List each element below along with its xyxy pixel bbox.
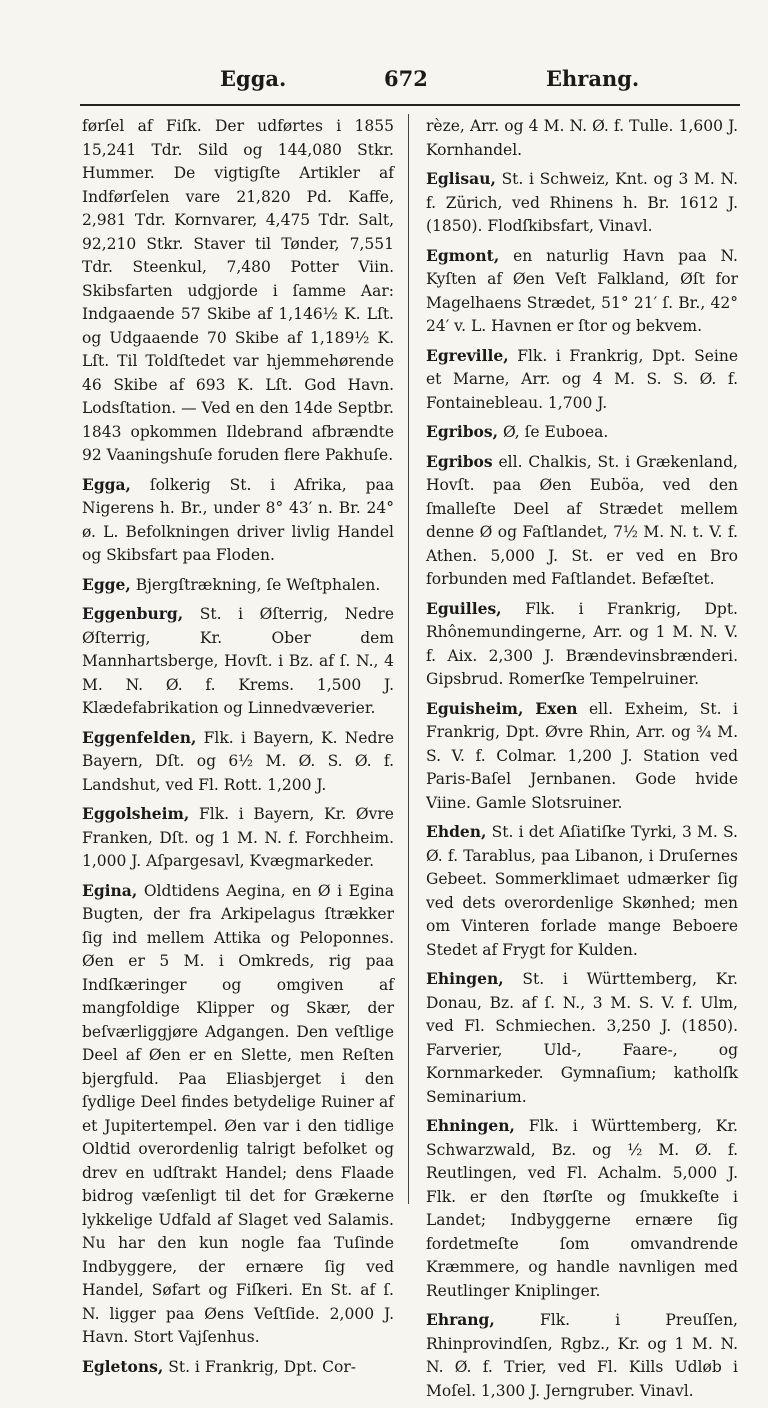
entry: Ehden, St. i det Aſiatiſke Tyrki, 3 M. S. Ø. f. Tarablus, paa Libanon, i Druſernes Gebeet. Sommerklimaet udmærker ſig ved dets overordenlige Skønhed; men om Vinteren forlade mange Beboere Stedet af Frygt for Kulden. bbox=[426, 822, 738, 959]
entry: Egina, Oldtidens Aegina, en Ø i Egina Bugten, der fra Arkipelagus ſtrækker ſig ind mellem Attika og Peloponnes. Øen er 5 M. i Omkreds, rig paa Indſkæringer og omgiven af mangfoldige Klipper og Skær, der beſværliggjøre Adgangen. Den veſtlige Deel af Øen er en Slette, men Reſten bjergfuld. Paa Eliasbjerget i den ſydlige Deel findes betydelige Ruiner af et Jupitertempel. Øen var i den tidlige Oldtid overordenlig talrigt befolket og drev en udſtrakt Handel; dens Flaade bidrog væſenligt til det for Grækerne lykkelige Udfald af Slaget ved Salamis. Nu har den kun nogle faa Tuſinde Indbyggere, der ernære ſig ved Handel, Søfart og Fiſkeri. En St. af ſ. N. ligger paa Øens Veſtſide. 2,000 J. Havn. Stort Vajſenhus. bbox=[82, 880, 394, 1346]
headword: Egina, bbox=[82, 880, 138, 900]
entry: Egribos ell. Chalkis, St. i Grækenland, Hovſt. paa Øen Euböa, ved den ſmalleſte Deel af Strædet mellem denne Ø og Faſtlandet, 7½ M. N. t. V. f. Athen. 5,000 J. St. er ved en Bro forbunden med Faſtlandet. Befæſtet. bbox=[426, 451, 738, 588]
entry: Egga, ſolkerig St. i Afrika, paa Nigerens h. Br., under 8° 43′ n. Br. 24° ø. L. Befolkningen driver livlig Handel og Skibsfart paa Floden. bbox=[82, 474, 394, 564]
headword: Ehrang, bbox=[426, 1310, 495, 1329]
entry: Eguilles, Flk. i Frankrig, Dpt. Rhônemundingerne, Arr. og 1 M. N. V. f. Aix. 2,300 J. Brændevinsbrænderi. Gipsbrud. Romerſke Tempelruiner. bbox=[426, 598, 738, 688]
entry: Eglisau, St. i Schweiz, Knt. og 3 M. N. f. Zürich, ved Rhinens h. Br. 1612 J. (1850). Flodſkibsfart, Vinavl. bbox=[426, 169, 738, 235]
headword: Egletons, bbox=[82, 1356, 164, 1376]
entry: Ehingen, St. i Württemberg, Kr. Donau, Bz. af ſ. N., 3 M. S. V. f. Ulm, ved Fl. Schmiechen. 3,250 J. (1850). Farverier, Uld-, Faare-, og Kornmarkeder. Gymnaſium; katholſk Seminarium. bbox=[426, 969, 738, 1106]
entry: Eggolsheim, Flk. i Bayern, Kr. Øvre Franken, Dſt. og 1 M. N. f. Forchheim. 1,000 J. Aſpargesavl, Kvægmarkeder. bbox=[82, 804, 394, 870]
entry: Ehrang, Flk. i Preuſſen, Rhinprovindſen, Rgbz., Kr. og 1 M. N. N. Ø. f. Trier, ved Fl. Kills Udløb i Moſel. 1,300 J. Jerngruber. Vinavl. bbox=[426, 1310, 738, 1400]
entry: Egge, Bjergſtrækning, ſe Weſtphalen. bbox=[82, 574, 381, 594]
left-column bbox=[82, 114, 394, 1384]
headword: Eggenburg, bbox=[82, 604, 184, 623]
entry: rèze, Arr. og 4 M. N. Ø. f. Tulle. 1,600 J. Kornhandel. bbox=[426, 117, 738, 159]
header-rule bbox=[80, 104, 740, 106]
entry: Egmont, en naturlig Havn paa N. Kyſten af Øen Veſt Falkland, Øſt for Magelhaens Strædet, 51° 21′ ſ. Br., 42° 24′ v. L. Havnen er ſtor og bekvem. bbox=[426, 245, 738, 335]
entry: Egletons, St. i Frankrig, Dpt. Cor- bbox=[82, 1356, 357, 1376]
headword: Eggenfelden, bbox=[82, 727, 197, 747]
headword: Eglisau, bbox=[426, 169, 496, 188]
entry: Egreville, Flk. i Frankrig, Dpt. Seine et Marne, Arr. og 4 M. S. S. Ø. f. Fontainebleau. 1,700 J. bbox=[426, 345, 738, 412]
page-number: 672 bbox=[384, 66, 428, 91]
headword: Egribos, bbox=[426, 422, 499, 441]
headword: Egribos bbox=[426, 451, 493, 471]
headword: Eguisheim, Exen bbox=[426, 698, 578, 718]
headword: Eggolsheim, bbox=[82, 804, 190, 823]
headword: Egreville, bbox=[426, 345, 509, 365]
header-right-guideword: Ehrang. bbox=[546, 66, 640, 91]
page-header bbox=[88, 66, 688, 102]
right-column bbox=[426, 114, 738, 1408]
headword: Ehningen, bbox=[426, 1116, 515, 1135]
entry: Eggenburg, St. i Øſterrig, Nedre Øſterrig, Kr. Ober dem Mannhartsberge, Hovſt. i Bz. af ſ. N., 4 M. N. Ø. f. Krems. 1,500 J. Klædefabrikation og Linnedvæverier. bbox=[82, 604, 394, 717]
headword: Egmont, bbox=[426, 245, 500, 265]
entry: Eguisheim, Exen ell. Exheim, St. i Frankrig, Dpt. Øvre Rhin, Arr. og ¾ M. S. V. f. Colmar. 1,200 J. Station ved Paris-Baſel Jernbanen. Gode hvide Viine. Gamle Slotsruiner. bbox=[426, 698, 738, 812]
headword: Egge, bbox=[82, 574, 131, 594]
entry: førſel af Fiſk. Der udførtes i 1855 15,241 Tdr. Sild og 144,080 Stkr. Hummer. De vigtigſte Artikler af Indførſelen vare 21,820 Pd. Kaffe, 2,981 Tdr. Kornvarer, 4,475 Tdr. Salt, 92,210 Stkr. Staver til Tønder, 7,551 Tdr. Steenkul, 7,480 Potter Viin. Skibsfarten udgjorde i ſamme Aar: Indgaaende 57 Skibe af 1,146½ K. Lſt. og Udgaaende 70 Skibe af 1,189½ K. Lſt. Til Toldſtedet var hjemmehørende 46 Skibe af 693 K. Lſt. God Havn. Lodsſtation. — Ved en den 14de Septbr. 1843 opkommen Ildebrand afbrændte 92 Vaaningshuſe foruden flere Pakhuſe. bbox=[82, 117, 394, 464]
headword: Ehden, bbox=[426, 822, 487, 841]
entry: Ehningen, Flk. i Württemberg, Kr. Schwarzwald, Bz. og ½ M. Ø. f. Reutlingen, ved Fl. Achalm. 5,000 J. Flk. er den ſtørſte og ſmukkeſte i Landet; Indbyggerne ernære ſig fordetmeſte ſom omvandrende Kræmmere, og handle navnligen med Reutlinger Kniplinger. bbox=[426, 1116, 738, 1300]
header-left-guideword: Egga. bbox=[220, 66, 287, 91]
entry: Eggenfelden, Flk. i Bayern, K. Nedre Bayern, Dſt. og 6½ M. Ø. S. Ø. f. Landshut, ved Fl. Rott. 1,200 J. bbox=[82, 727, 394, 794]
headword: Ehingen, bbox=[426, 969, 504, 988]
entry: Egribos, Ø, ſe Euboea. bbox=[426, 422, 609, 441]
headword: Egga, bbox=[82, 474, 131, 494]
column-divider bbox=[408, 114, 409, 1204]
headword: Eguilles, bbox=[426, 598, 502, 618]
